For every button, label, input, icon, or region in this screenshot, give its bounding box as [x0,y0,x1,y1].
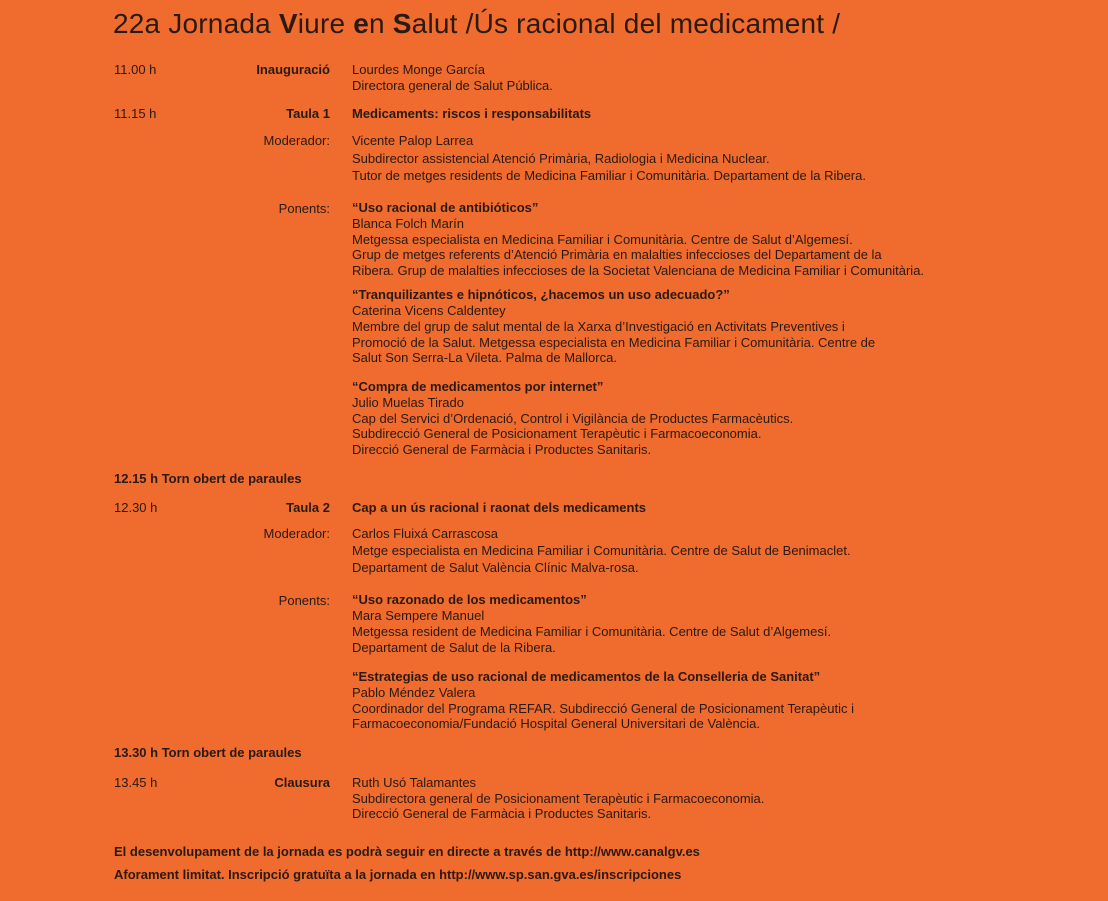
label-clausura: Clausura [274,775,330,790]
talk-line: Subdirecció General de Posicionament Terapèutic i Farmacoeconomia. [352,426,762,441]
label-taula-2: Taula 2 [286,500,330,515]
open-floor-1: 12.15 h Torn obert de paraules [114,471,302,486]
talk-line: Promoció de la Salut. Metgessa especialista en Medicina Familiar i Comunitària. Centre de [352,335,876,350]
talk-line: Metgessa especialista en Medicina Familiar i Comunitària. Centre de Salut d’Algemesí. [352,232,853,247]
moderator-line: Carlos Fluixá Carrascosa [352,526,498,541]
talk-line: Departament de Salut de la Ribera. [352,640,556,655]
footer-broadcast-note: El desenvolupament de la jornada es podrà seguir en directe a través de http://www.canalgv.es [114,844,700,859]
moderator-line: Departament de Salut València Clínic Malva-rosa. [352,560,639,575]
moderator-line: Tutor de metges residents de Medicina Familiar i Comunitària. Departament de la Ribera. [352,168,866,183]
time-taula-2: 12.30 h [114,500,158,515]
talk-line: Membre del grup de salut mental de la Xarxa d’Investigació en Activitats Preventives i [352,319,845,334]
talk-title: “Estrategias de uso racional de medicamentos de la Conselleria de Sanitat” [352,669,821,684]
talk-line: Pablo Méndez Valera [352,685,476,700]
moderator-line: Vicente Palop Larrea [352,133,474,148]
moderator-line: Metge especialista en Medicina Familiar i Comunitària. Centre de Salut de Benimaclet. [352,543,851,558]
inauguracio-line: Directora general de Salut Pública. [352,78,553,93]
talk-line: Julio Muelas Tirado [352,395,464,410]
time-taula-1: 11.15 h [114,106,157,121]
talk-line: Direcció General de Farmàcia i Productes Sanitaris. [352,442,652,457]
talk-title: “Uso racional de antibióticos” [352,200,539,215]
talk-line: Ribera. Grup de malalties infeccioses de la Societat Valenciana de Medicina Familiar i Comunitària. [352,263,925,278]
talk-title: “Tranquilizantes e hipnóticos, ¿hacemos un uso adecuado?” [352,287,730,302]
talk-line: Blanca Folch Marín [352,216,464,231]
time-clausura: 13.45 h [114,775,158,790]
ponents-label: Ponents: [278,593,330,608]
page-title: 22a Jornada Viure en Salut /Ús racional del medicament / [113,8,841,39]
moderator-line: Subdirector assistencial Atenció Primària, Radiologia i Medicina Nuclear. [352,151,770,166]
clausura-line: Subdirectora general de Posicionament Terapèutic i Farmacoeconomia. [352,791,765,806]
clausura-line: Direcció General de Farmàcia i Productes Sanitaris. [352,806,652,821]
moderator-label: Moderador: [263,133,330,148]
talk-line: Coordinador del Programa REFAR. Subdirecció General de Posicionament Terapèutic i [352,701,854,716]
talk-line: Metgessa resident de Medicina Familiar i Comunitària. Centre de Salut d’Algemesí. [352,624,832,639]
talk-line: Grup de metges referents d’Atenció Primària en malalties infeccioses del Departament de la [352,247,882,262]
label-inauguracio: Inauguració [256,62,330,77]
talk-line: Mara Sempere Manuel [352,608,485,623]
open-floor-2: 13.30 h Torn obert de paraules [114,745,302,760]
taula-2-heading: Cap a un ús racional i raonat dels medicaments [352,500,647,515]
talk-line: Farmacoeconomia/Fundació Hospital General Universitari de València. [352,716,761,731]
talk-line: Salut Son Serra-La Vileta. Palma de Mallorca. [352,350,617,365]
talk-line: Cap del Servici d’Ordenació, Control i Vigilància de Productes Farmacèutics. [352,411,794,426]
time-inauguracio: 11.00 h [114,62,157,77]
ponents-label: Ponents: [278,201,330,216]
label-taula-1: Taula 1 [286,106,330,121]
moderator-label: Moderador: [263,526,330,541]
talk-title: “Uso razonado de los medicamentos” [352,592,587,607]
talk-line: Caterina Vicens Caldentey [352,303,506,318]
footer-registration-note: Aforament limitat. Inscripció gratuïta a la jornada en http://www.sp.san.gva.es/inscripciones [114,867,682,882]
clausura-line: Ruth Usó Talamantes [352,775,477,790]
talk-title: “Compra de medicamentos por internet” [352,379,604,394]
inauguracio-line: Lourdes Monge García [352,62,485,77]
taula-1-heading: Medicaments: riscos i responsabilitats [352,106,592,121]
